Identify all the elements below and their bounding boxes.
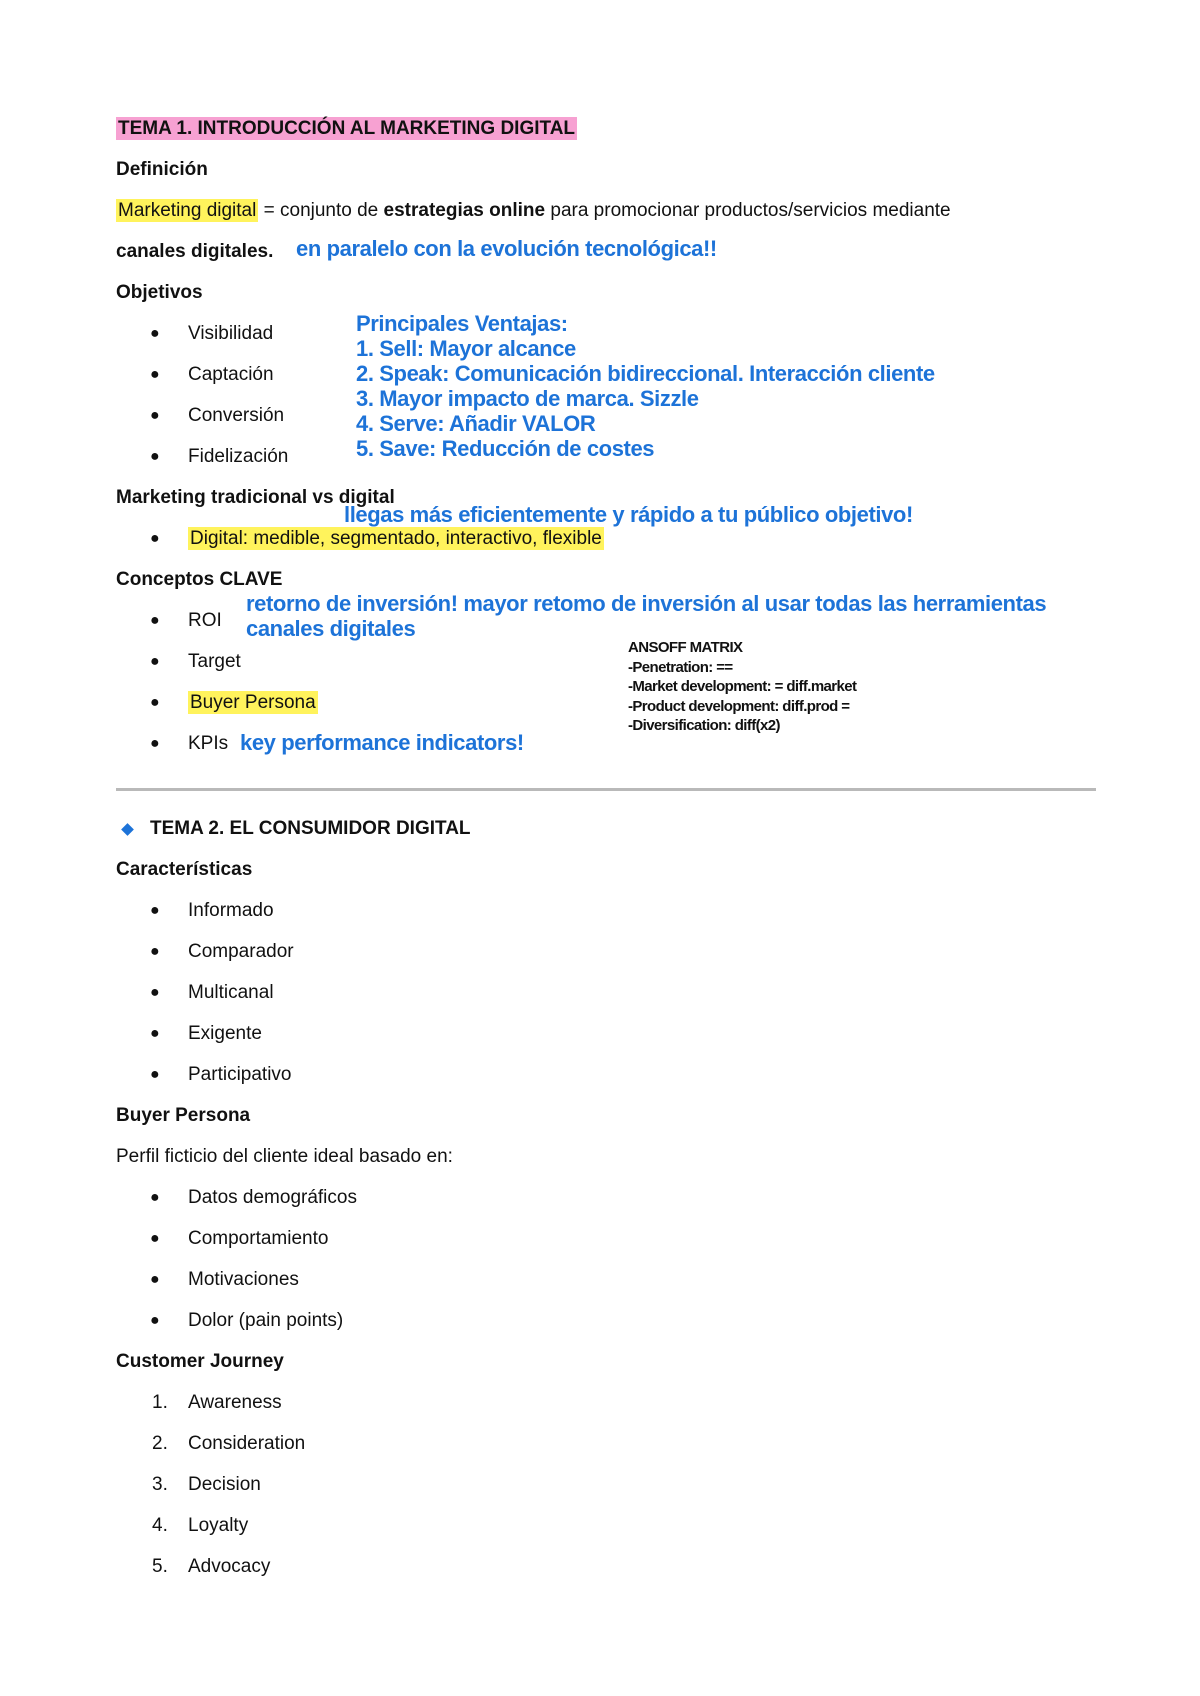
list-item: ● Buyer Persona [188,690,318,716]
note-ventaja-5: 5. Save: Reducción de costes [356,436,655,461]
bullet-icon: ● [150,653,160,670]
diamond-icon [121,823,134,836]
bullet-icon: ● [150,1189,160,1206]
bullet-icon: ● [150,984,160,1001]
note-ventaja-2: 2. Speak: Comunicación bidireccional. Interacción cliente [356,361,935,386]
definicion-term: Marketing digital [118,200,257,221]
tema1-title: TEMA 1. INTRODUCCIÓN AL MARKETING DIGITAL [118,118,576,139]
list-item: ● Datos demográficos [188,1185,357,1211]
bullet-icon: ● [150,735,160,752]
list-item: 1. Awareness [152,1392,282,1413]
definicion-line-1: Marketing digital = conjunto de estrategias online para promocionar productos/servicios mediante [118,200,951,221]
list-item: 4. Loyalty [152,1515,249,1536]
note-kpis: key performance indicators! [240,730,524,755]
note-ventaja-1: 1. Sell: Mayor alcance [356,336,576,361]
list-item: ● Fidelización [188,444,288,470]
list-item: ● Multicanal [188,980,274,1006]
ansoff-matrix-note: ANSOFF MATRIX -Penetration: == -Market development: = diff.market -Product development: diff.prod = -Diversification: diff(x2) [628,639,857,734]
list-item: ● Captación [188,362,274,388]
list-item: ● Dolor (pain points) [188,1308,343,1334]
bullet-icon: ● [150,1230,160,1247]
list-item: ● ROI [188,608,222,634]
list-item: ● Target [188,649,241,675]
list-item: ● Comparador [188,939,294,965]
caracteristicas-heading: Características [116,859,253,880]
list-item: ● Comportamiento [188,1226,328,1252]
bullet-icon: ● [150,943,160,960]
bullet-icon: ● [150,1312,160,1329]
list-item: ● Participativo [188,1062,292,1088]
note-roi-2: canales digitales [246,616,416,641]
customer-journey-heading: Customer Journey [116,1351,284,1372]
list-item: 3. Decision [152,1474,261,1495]
buyer-persona-heading: Buyer Persona [116,1105,251,1126]
bullet-icon: ● [150,902,160,919]
bullet-icon: ● [150,407,160,424]
bullet-icon: ● [150,612,160,629]
list-item: 2. Consideration [152,1433,306,1454]
bullet-icon: ● [150,694,160,711]
note-evolucion: en paralelo con la evolución tecnológica!! [296,236,717,261]
buyer-persona-text: Perfil ficticio del cliente ideal basado en: [116,1146,453,1167]
list-item: ● Motivaciones [188,1267,299,1293]
tema2-title: TEMA 2. EL CONSUMIDOR DIGITAL [150,818,471,839]
bullet-icon: ● [150,530,160,547]
objetivos-heading: Objetivos [116,282,203,303]
note-eficiente: llegas más eficientemente y rápido a tu público objetivo! [344,502,913,527]
trad-vs-digital-heading: Marketing tradicional vs digital [116,487,395,508]
definicion-heading: Definición [116,159,208,180]
list-item: ● Visibilidad [188,321,273,347]
list-item: ● Conversión [188,403,284,429]
list-item: ● Informado [188,898,274,924]
note-ventajas-title: Principales Ventajas: [356,311,568,336]
list-item: 5. Advocacy [152,1556,271,1577]
section-divider [116,788,1096,791]
list-item: ● Exigente [188,1021,262,1047]
note-ventaja-3: 3. Mayor impacto de marca. Sizzle [356,386,699,411]
definicion-line-2: canales digitales. [116,241,274,262]
note-roi-1: retorno de inversión! mayor retomo de inversión al usar todas las herramientas [246,591,1047,616]
bullet-icon: ● [150,1271,160,1288]
list-item: ● KPIs [188,731,228,757]
bullet-icon: ● [150,1025,160,1042]
bullet-icon: ● [150,325,160,342]
bullet-icon: ● [150,1066,160,1083]
list-item: ● Digital: medible, segmentado, interactivo, flexible [188,526,604,552]
bullet-icon: ● [150,448,160,465]
bullet-icon: ● [150,366,160,383]
conceptos-heading: Conceptos CLAVE [116,569,283,590]
note-ventaja-4: 4. Serve: Añadir VALOR [356,411,596,436]
